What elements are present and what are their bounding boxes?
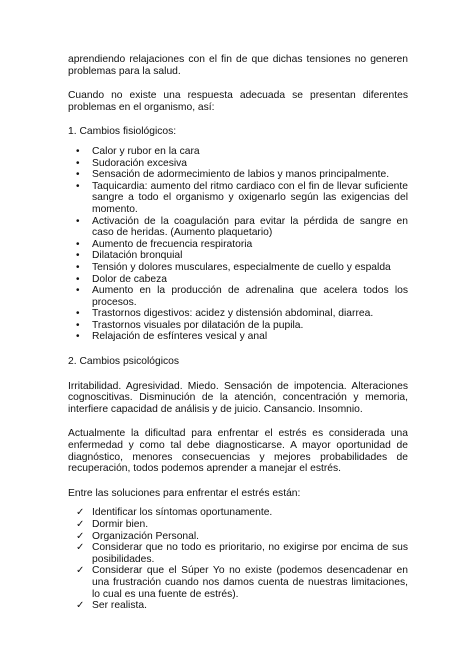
bullet-icon: • [76, 250, 80, 262]
checkmark-icon: ✓ [76, 519, 85, 530]
list-item: • Taquicardia: aumento del ritmo cardiaco con el fin de llevar suficiente sangre a todo el organismo y oxigenarlo según las exigencias del momento. [76, 180, 408, 215]
bullet-icon: • [76, 308, 80, 320]
bullet-icon: • [76, 331, 80, 343]
list-item: • Trastornos digestivos: acidez y distensión abdominal, diarrea. [76, 308, 374, 320]
list-item: • Aumento en la producción de adrenalina que acelera todos los procesos. [76, 285, 408, 308]
list-item: • Sudoración excesiva [76, 157, 188, 169]
bullet-icon: • [76, 215, 80, 227]
bullet-icon: • [76, 169, 80, 181]
list-item: • Sensación de adormecimiento de labios y manos principalmente. [76, 169, 390, 181]
checkmark-icon: ✓ [76, 542, 85, 554]
list-item: • Aumento de frecuencia respiratoria [76, 238, 253, 250]
bullet-icon: • [76, 285, 80, 297]
actualmente-paragraph: Actualmente la dificultad para enfrentar el estrés es considerada una enfermedad y como tal debe diagnosticarse. A mayor oportunidad de diagnóstico, menores consecuencias y mejores probabilidades de recuperación, todos podemos aprender a manejar el estrés. [68, 428, 408, 475]
list-item: ✓ Identificar los síntomas oportunamente. [76, 507, 273, 519]
intro-paragraph: Cuando no existe una respuesta adecuada se presentan diferentes problemas en el organismo, así: [68, 90, 408, 113]
list-item: ✓ Considerar que el Súper Yo no existe (podemos desencadenar en una frustración cuando nos damos cuenta de nuestras limitaciones, lo cual es una fuente de estrés). [76, 565, 408, 600]
psychological-changes-paragraph: Irritabilidad. Agresividad. Miedo. Sensación de impotencia. Alteraciones cognoscitivas. Disminución de la atención, concentración y memoria, interfiere capacidad de análisis y de juicio. Cansancio. Insomnio. [68, 380, 408, 415]
list-item: • Activación de la coagulación para evitar la pérdida de sangre en caso de heridas. (Aumento plaquetario) [76, 215, 408, 239]
list-item: • Calor y rubor en la cara [76, 145, 200, 157]
list-item: • Trastornos visuales por dilatación de la pupila. [76, 319, 304, 331]
checkmark-icon: ✓ [76, 600, 85, 612]
bullet-icon: • [76, 145, 80, 157]
document-body [68, 54, 408, 612]
solutions-list [68, 507, 408, 611]
bullet-icon: • [76, 261, 80, 273]
list-item: ✓ Dormir bien. [76, 519, 149, 530]
checkmark-icon: ✓ [76, 507, 85, 519]
bullet-icon: • [76, 273, 80, 285]
checkmark-icon: ✓ [76, 530, 85, 542]
list-item: • Dilatación bronquial [76, 250, 183, 262]
bullet-icon: • [76, 157, 80, 169]
list-item: ✓ Organización Personal. [76, 530, 200, 542]
section2-heading: 2. Cambios psicológicos [68, 356, 180, 368]
list-item: • Dolor de cabeza [76, 273, 167, 285]
bullet-icon: • [76, 319, 80, 331]
section1-heading: 1. Cambios fisiológicos: [68, 126, 177, 138]
list-item: • Relajación de esfínteres vesical y anal [76, 331, 268, 343]
physiological-changes-list [68, 146, 408, 343]
solutions-intro: Entre las soluciones para enfrentar el estrés están: [68, 487, 301, 499]
intro-continuation: aprendiendo relajaciones con el fin de que dichas tensiones no generen problemas para la salud. [68, 54, 408, 77]
list-item: ✓ Ser realista. [76, 600, 147, 612]
checkmark-icon: ✓ [76, 565, 85, 577]
bullet-icon: • [76, 180, 80, 192]
bullet-icon: • [76, 238, 80, 250]
list-item: • Tensión y dolores musculares, especialmente de cuello y espalda [76, 261, 391, 273]
list-item: ✓ Considerar que no todo es prioritario, no exigirse por encima de sus posibilidades. [76, 542, 408, 565]
